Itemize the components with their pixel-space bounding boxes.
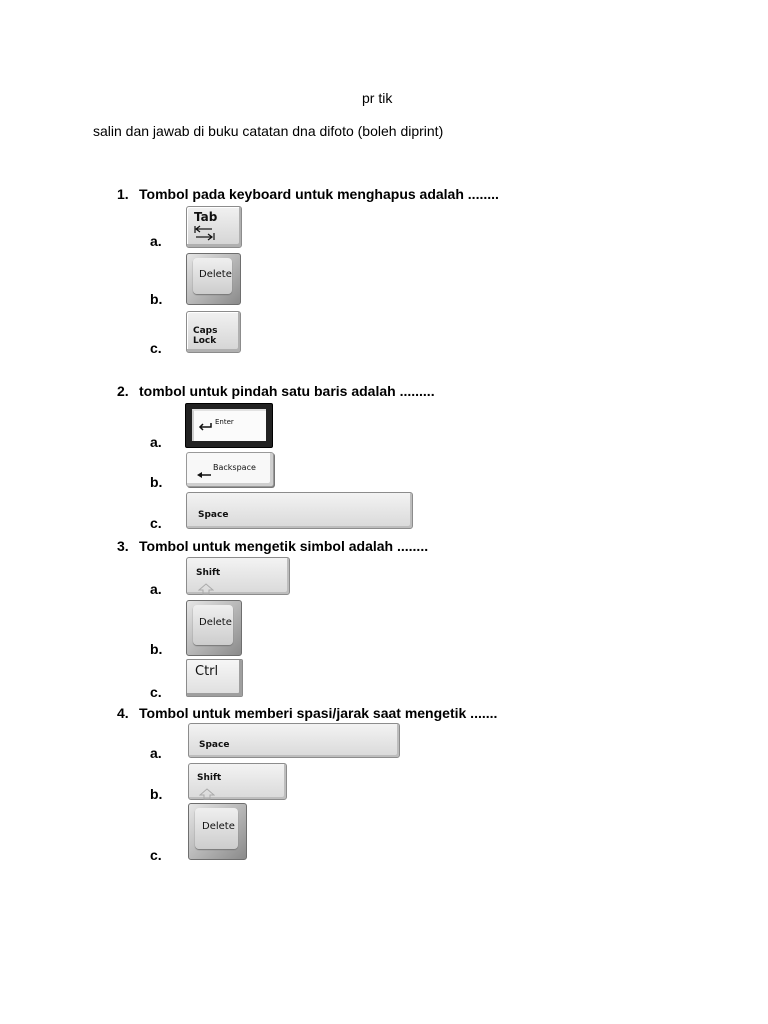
question-number: 1. <box>117 186 129 202</box>
question-4 <box>117 705 497 721</box>
shift-key-image <box>188 763 287 800</box>
question-number: 3. <box>117 538 129 554</box>
question-text: Tombol untuk memberi spasi/jarak saat mengetik ....... <box>139 705 498 721</box>
tab-key-image <box>186 206 242 248</box>
key-label: Delete <box>199 617 232 628</box>
backspace-arrow-icon <box>197 464 211 483</box>
key-label: Ctrl <box>195 664 219 679</box>
key-label: Shift <box>196 568 221 578</box>
delete-key-image <box>186 253 241 305</box>
option-label: c. <box>150 847 162 863</box>
question-2 <box>117 383 435 399</box>
key-label: Enter <box>215 418 234 426</box>
caps-lock-key-image <box>186 311 241 353</box>
page-title: pr tik <box>362 90 393 106</box>
question-number: 2. <box>117 383 129 399</box>
tab-arrows-icon <box>194 225 216 245</box>
key-label: Caps Lock <box>193 326 218 346</box>
shift-arrow-icon <box>199 785 215 804</box>
question-text: Tombol pada keyboard untuk menghapus adalah ........ <box>139 186 499 202</box>
key-label: Shift <box>197 773 222 783</box>
question-number: 4. <box>117 705 129 721</box>
key-label: Tab <box>194 210 218 224</box>
key-label: Delete <box>199 269 232 280</box>
option-label: b. <box>150 641 163 657</box>
ctrl-key-image <box>186 659 243 697</box>
question-text: Tombol untuk mengetik simbol adalah ........ <box>139 538 429 554</box>
option-label: c. <box>150 340 162 356</box>
option-label: a. <box>150 745 162 761</box>
delete-key-image <box>188 803 247 860</box>
option-label: b. <box>150 474 163 490</box>
shift-arrow-icon <box>198 580 214 599</box>
key-label: Delete <box>202 821 235 832</box>
delete-key-image <box>186 600 242 656</box>
question-3 <box>117 538 428 554</box>
space-key-image <box>188 723 400 758</box>
key-label: Space <box>198 510 229 520</box>
instruction-text: salin dan jawab di buku catatan dna difoto (boleh diprint) <box>93 123 444 139</box>
enter-arrow-icon <box>198 417 212 436</box>
option-label: a. <box>150 434 162 450</box>
key-label: Backspace <box>213 463 256 472</box>
backspace-key-image <box>186 452 274 487</box>
question-1 <box>117 186 499 202</box>
option-label: c. <box>150 684 162 700</box>
option-label: b. <box>150 291 163 307</box>
space-key-image <box>186 492 413 529</box>
question-text: tombol untuk pindah satu baris adalah ......... <box>139 383 435 399</box>
option-label: a. <box>150 581 162 597</box>
enter-key-image <box>185 403 273 448</box>
key-label: Space <box>199 740 230 750</box>
option-label: c. <box>150 515 162 531</box>
shift-key-image <box>186 557 290 595</box>
option-label: a. <box>150 233 162 249</box>
option-label: b. <box>150 786 163 802</box>
